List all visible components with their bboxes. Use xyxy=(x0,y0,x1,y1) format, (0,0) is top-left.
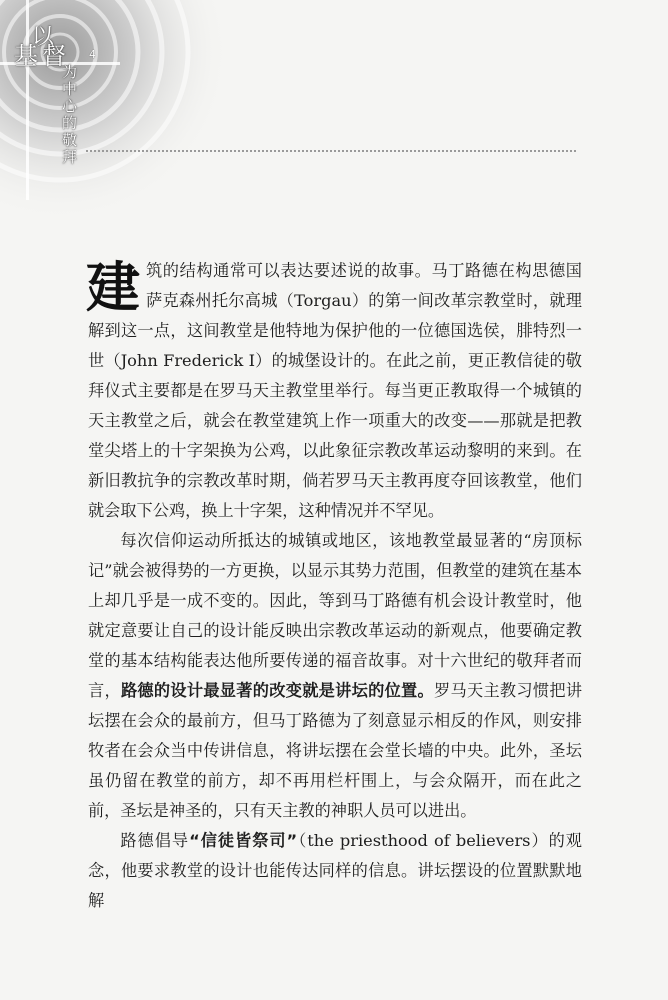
drop-cap: 建 xyxy=(86,255,140,319)
page-number: 4 xyxy=(89,48,96,61)
paragraph-2 xyxy=(88,526,582,826)
title-char-yi: 以 xyxy=(32,25,55,50)
body-text xyxy=(88,256,582,916)
title-char-ji: 基 xyxy=(14,42,38,70)
paragraph-2-emphasis: 路德的设计最显著的改变就是讲坛的位置。 xyxy=(120,681,435,700)
paragraph-1-text: 筑的结构通常可以表达要述说的故事。马丁路德在构思德国萨克森州托尔高城（Torgau）的第一间改革宗教堂时，就理解到这一点，这间教堂是他特地为保护他的一位德国选侯，腓特烈一世（John Frederick I）的城堡设计的。在此之前，更正教信徒的敬拜仪式主要都是在罗马天主教堂里举行。每当更正教取得一个城镇的天主教堂之后，就会在教堂建筑上作一项重大的改变——那就是把教堂尖塔上的十字架换为公鸡，以此象征宗教改革运动黎明的来到。在新旧教抗争的宗教改革时期，倘若罗马天主教再度夺回该教堂，他们就会取下公鸡，换上十字架，这种情况并不罕见。 xyxy=(88,261,582,520)
paragraph-1 xyxy=(88,256,582,526)
paragraph-3-emphasis: “信徒皆祭司” xyxy=(189,831,298,850)
paragraph-3-text-end: （the priesthood of believers）的观念，他要求教堂的设计也能传达同样的信息。讲坛摆设的位置默默地解 xyxy=(88,831,582,910)
title-subtitle: 为中心的敬拜 xyxy=(62,63,78,166)
book-title xyxy=(0,0,120,200)
paragraph-3 xyxy=(88,826,582,916)
dotted-divider xyxy=(86,150,576,152)
title-char-du: 督 xyxy=(42,42,66,70)
paragraph-3-text-start: 路德倡导 xyxy=(120,831,190,850)
paragraph-2-text-start: 每次信仰运动所抵达的城镇或地区，该地教堂最显著的“房顶标记”就会被得势的一方更换，以显示其势力范围，但教堂的建筑在基本上却几乎是一成不变的。因此，等到马丁路德有机会设计教堂时，他就定意要让自己的设计能反映出宗教改革运动的新观点，他要确定教堂的基本结构能表达他所要传递的福音故事。对十六世纪的敬拜者而言， xyxy=(88,531,582,700)
paragraph-2-text-end: 罗马天主教习惯把讲坛摆在会众的最前方，但马丁路德为了刻意显示相反的作风，则安排牧者在会众当中传讲信息，将讲坛摆在会堂长墙的中央。此外，圣坛虽仍留在教堂的前方，却不再用栏杆围上，与会众隔开，而在此之前，圣坛是神圣的，只有天主教的神职人员可以进出。 xyxy=(88,681,583,820)
